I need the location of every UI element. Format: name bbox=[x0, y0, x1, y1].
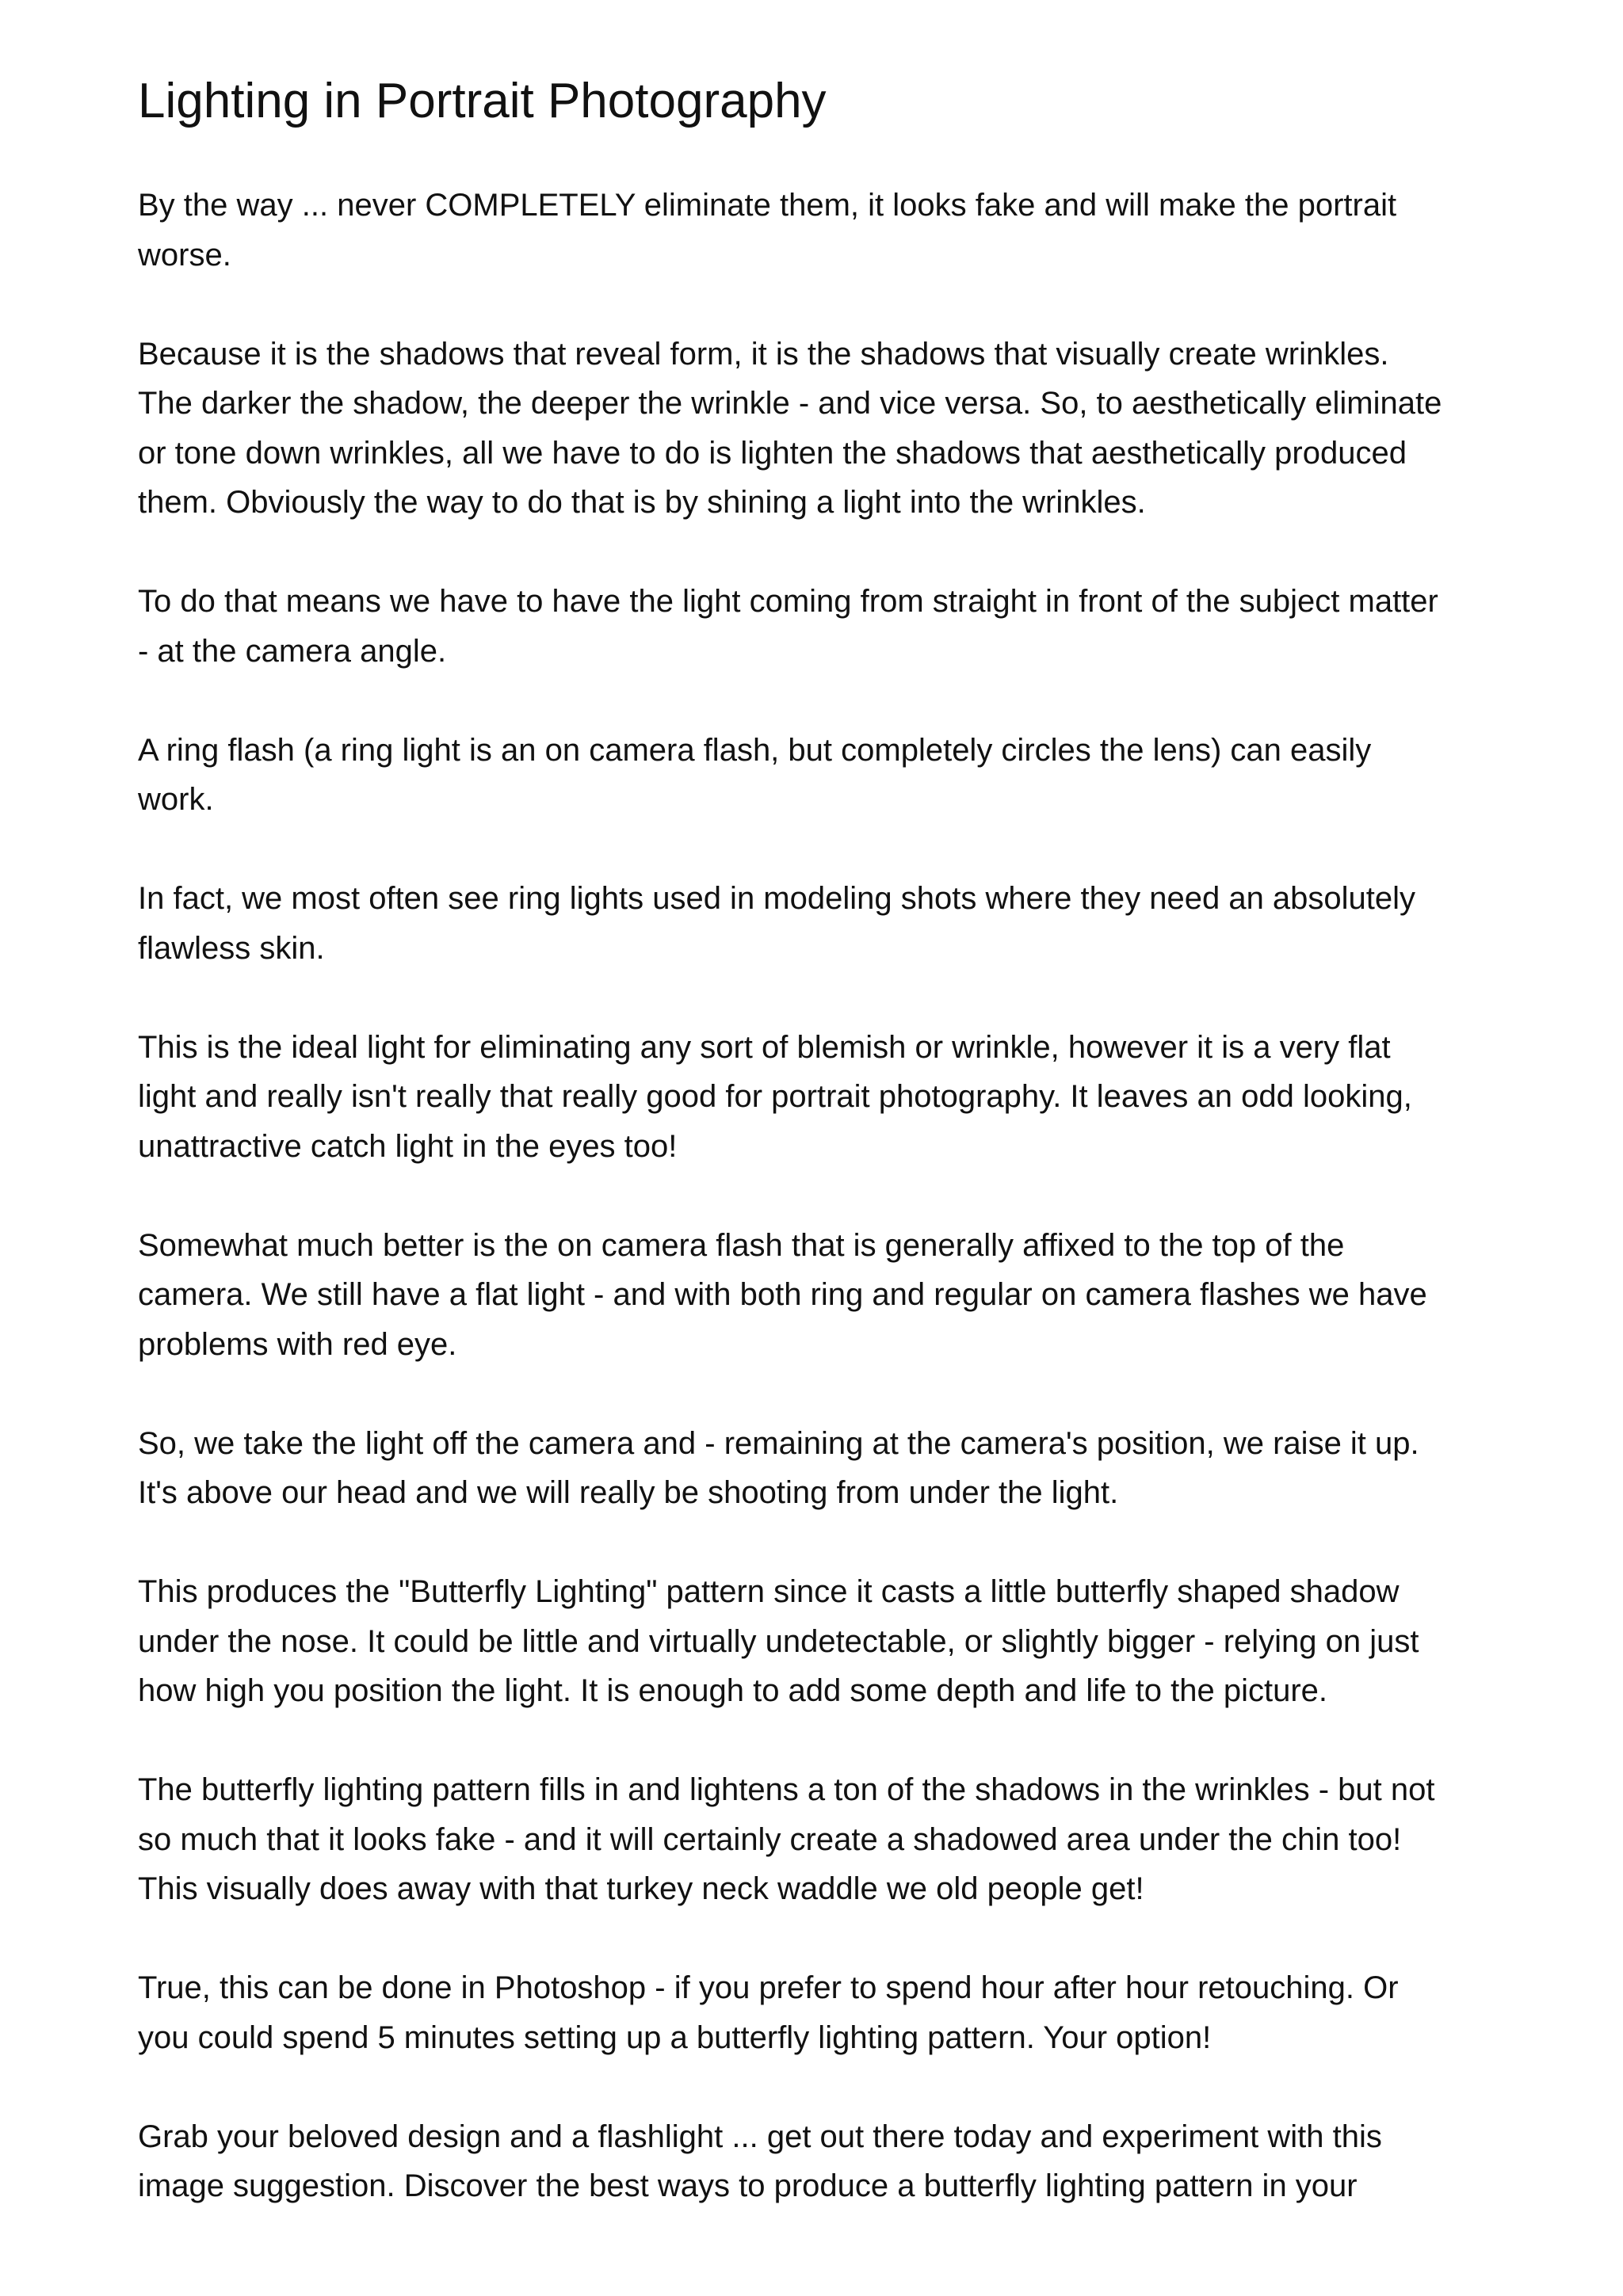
paragraph-line: unattractive catch light in the eyes too! bbox=[138, 1128, 678, 1164]
paragraph-line: camera. We still have a flat light - and with both ring and regular on camera flashes we have bbox=[138, 1277, 1427, 1312]
body-paragraph bbox=[138, 2112, 1517, 2211]
paragraph-line: This visually does away with that turkey neck waddle we old people get! bbox=[138, 1871, 1144, 1906]
paragraph-line: work. bbox=[138, 782, 214, 817]
paragraph-line: worse. bbox=[138, 237, 231, 273]
paragraph-line: This produces the "Butterfly Lighting" pattern since it casts a little butterfly shaped shadow bbox=[138, 1574, 1400, 1609]
paragraph-line: To do that means we have to have the light coming from straight in front of the subject matter bbox=[138, 584, 1438, 619]
paragraph-line: So, we take the light off the camera and - remaining at the camera's position, we raise it up. bbox=[138, 1425, 1419, 1461]
paragraph-line: problems with red eye. bbox=[138, 1326, 457, 1362]
paragraph-line: By the way ... never COMPLETELY eliminate them, it looks fake and will make the portrait bbox=[138, 188, 1397, 223]
paragraph-line: Somewhat much better is the on camera flash that is generally affixed to the top of the bbox=[138, 1227, 1345, 1263]
body-paragraph bbox=[138, 1419, 1517, 1518]
paragraph-line: or tone down wrinkles, all we have to do is lighten the shadows that aesthetically produced bbox=[138, 435, 1407, 471]
body-paragraph bbox=[138, 1221, 1517, 1370]
paragraph-line: flawless skin. bbox=[138, 930, 325, 966]
paragraph-line: Because it is the shadows that reveal form, it is the shadows that visually create wrinkles. bbox=[138, 336, 1389, 372]
paragraph-line: you could spend 5 minutes setting up a butterfly lighting pattern. Your option! bbox=[138, 2019, 1212, 2055]
paragraph-line: True, this can be done in Photoshop - if you prefer to spend hour after hour retouching. Or bbox=[138, 1970, 1399, 2005]
body-paragraph bbox=[138, 1963, 1517, 2062]
paragraph-line: under the nose. It could be little and virtually undetectable, or slightly bigger - relying on just bbox=[138, 1623, 1419, 1659]
body-paragraph bbox=[138, 181, 1517, 280]
paragraph-line: them. Obviously the way to do that is by shining a light into the wrinkles. bbox=[138, 485, 1146, 520]
paragraph-line: Grab your beloved design and a flashlight ... get out there today and experiment with this bbox=[138, 2119, 1382, 2154]
body-paragraph bbox=[138, 726, 1517, 825]
body-paragraph bbox=[138, 1765, 1517, 1914]
document-body bbox=[138, 181, 1517, 2260]
paragraph-line: how high you position the light. It is enough to add some depth and life to the picture. bbox=[138, 1673, 1327, 1708]
paragraph-line: image suggestion. Discover the best ways to produce a butterfly lighting pattern in your bbox=[138, 2168, 1358, 2203]
body-paragraph bbox=[138, 330, 1517, 528]
paragraph-line: It's above our head and we will really be shooting from under the light. bbox=[138, 1475, 1119, 1510]
body-paragraph bbox=[138, 1567, 1517, 1716]
body-paragraph bbox=[138, 1023, 1517, 1172]
paragraph-line: In fact, we most often see ring lights used in modeling shots where they need an absolutely bbox=[138, 881, 1416, 916]
paragraph-line: The darker the shadow, the deeper the wrinkle - and vice versa. So, to aesthetically eliminate bbox=[138, 386, 1442, 421]
paragraph-line: light and really isn't really that really good for portrait photography. It leaves an odd looking, bbox=[138, 1079, 1412, 1114]
body-paragraph bbox=[138, 577, 1517, 676]
paragraph-line: - at the camera angle. bbox=[138, 633, 447, 669]
paragraph-line: A ring flash (a ring light is an on camera flash, but completely circles the lens) can easily bbox=[138, 732, 1372, 768]
paragraph-line: This is the ideal light for eliminating any sort of blemish or wrinkle, however it is a very flat bbox=[138, 1029, 1391, 1065]
paragraph-line: The butterfly lighting pattern fills in and lightens a ton of the shadows in the wrinkles - but not bbox=[138, 1772, 1435, 1807]
paragraph-line: so much that it looks fake - and it will certainly create a shadowed area under the chin too! bbox=[138, 1821, 1402, 1857]
body-paragraph bbox=[138, 874, 1517, 973]
document-title: Lighting in Portrait Photography bbox=[138, 74, 827, 128]
